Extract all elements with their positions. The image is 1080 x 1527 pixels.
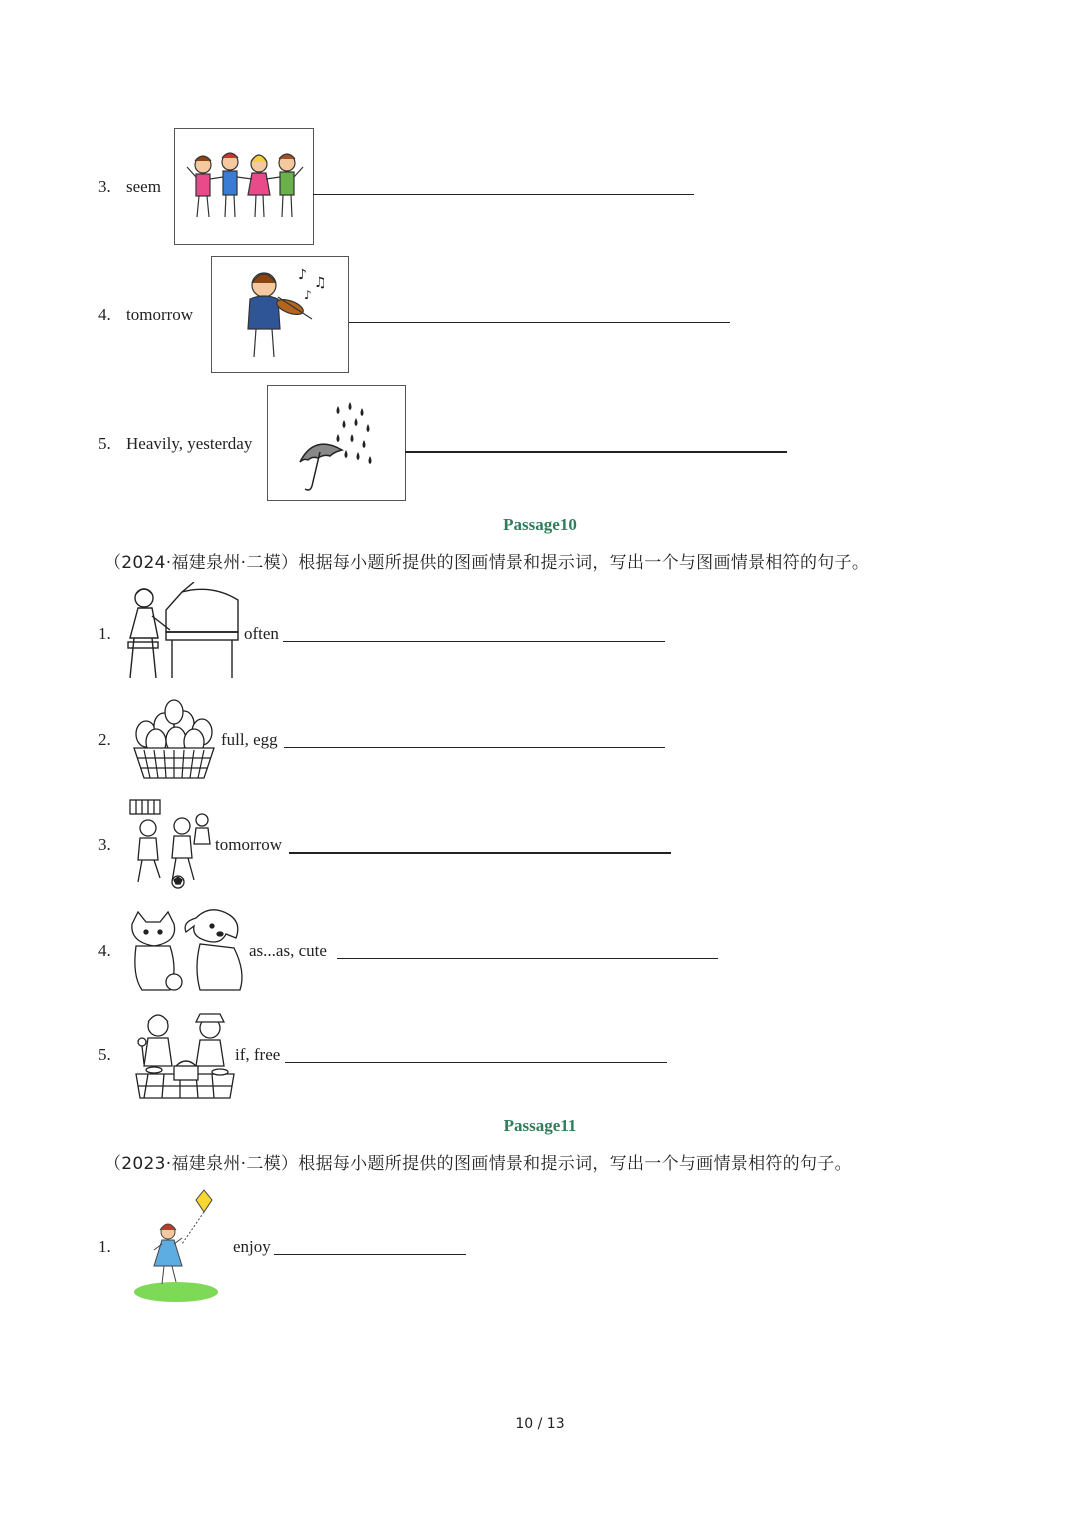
hint-words: tomorrow <box>126 305 194 324</box>
answer-line[interactable] <box>337 958 718 959</box>
hint-words: seem <box>126 177 161 196</box>
item-number: 4. <box>98 305 111 324</box>
svg-text:♪: ♪ <box>304 288 312 302</box>
hint-words: Heavily, yesterday <box>126 434 253 453</box>
answer-line[interactable] <box>405 451 787 453</box>
item-number: 2. <box>98 730 111 749</box>
umbrella-rain-icon <box>267 385 406 501</box>
cat-and-dog-icon <box>126 904 250 996</box>
answer-line[interactable] <box>289 852 671 854</box>
hint-words: tomorrow <box>215 835 283 854</box>
section-instruction: （2023·福建泉州·二模）根据每小题所提供的图画情景和提示词，写出一个与画情景相符的句子。 <box>104 1154 852 1174</box>
hint-words: full, egg <box>221 730 278 749</box>
answer-line[interactable] <box>285 1062 667 1063</box>
item-number: 3. <box>98 835 111 854</box>
svg-text:♪: ♪ <box>298 267 307 283</box>
section-title: Passage10 <box>503 515 577 534</box>
hint-words: as...as, cute <box>249 941 327 960</box>
item-number: 4. <box>98 941 111 960</box>
answer-line[interactable] <box>274 1254 466 1255</box>
children-holding-hands-icon <box>174 128 314 245</box>
girl-flying-kite-icon <box>130 1188 222 1306</box>
page-number: 10 / 13 <box>515 1416 565 1432</box>
hint-words: enjoy <box>233 1237 271 1256</box>
item-number: 3. <box>98 177 111 196</box>
answer-line[interactable] <box>349 322 730 323</box>
item-number: 1. <box>98 624 111 643</box>
answer-line[interactable] <box>283 641 665 642</box>
section-title: Passage11 <box>503 1116 577 1135</box>
boys-playing-football-icon <box>126 798 216 890</box>
hint-words: if, free <box>235 1045 281 1064</box>
basket-of-eggs-icon <box>128 696 220 784</box>
girl-playing-piano-icon <box>122 582 242 684</box>
item-number: 5. <box>98 434 111 453</box>
answer-line[interactable] <box>284 747 665 748</box>
section-instruction: （2024·福建泉州·二模）根据每小题所提供的图画情景和提示词，写出一个与图画情景相符的句子。 <box>104 553 870 573</box>
item-number: 5. <box>98 1045 111 1064</box>
item-number: 1. <box>98 1237 111 1256</box>
svg-text:♫: ♫ <box>314 275 327 291</box>
boy-playing-violin-icon <box>211 256 349 373</box>
hint-words: often <box>244 624 279 643</box>
answer-line[interactable] <box>313 194 694 195</box>
picnic-icon <box>134 1008 236 1100</box>
